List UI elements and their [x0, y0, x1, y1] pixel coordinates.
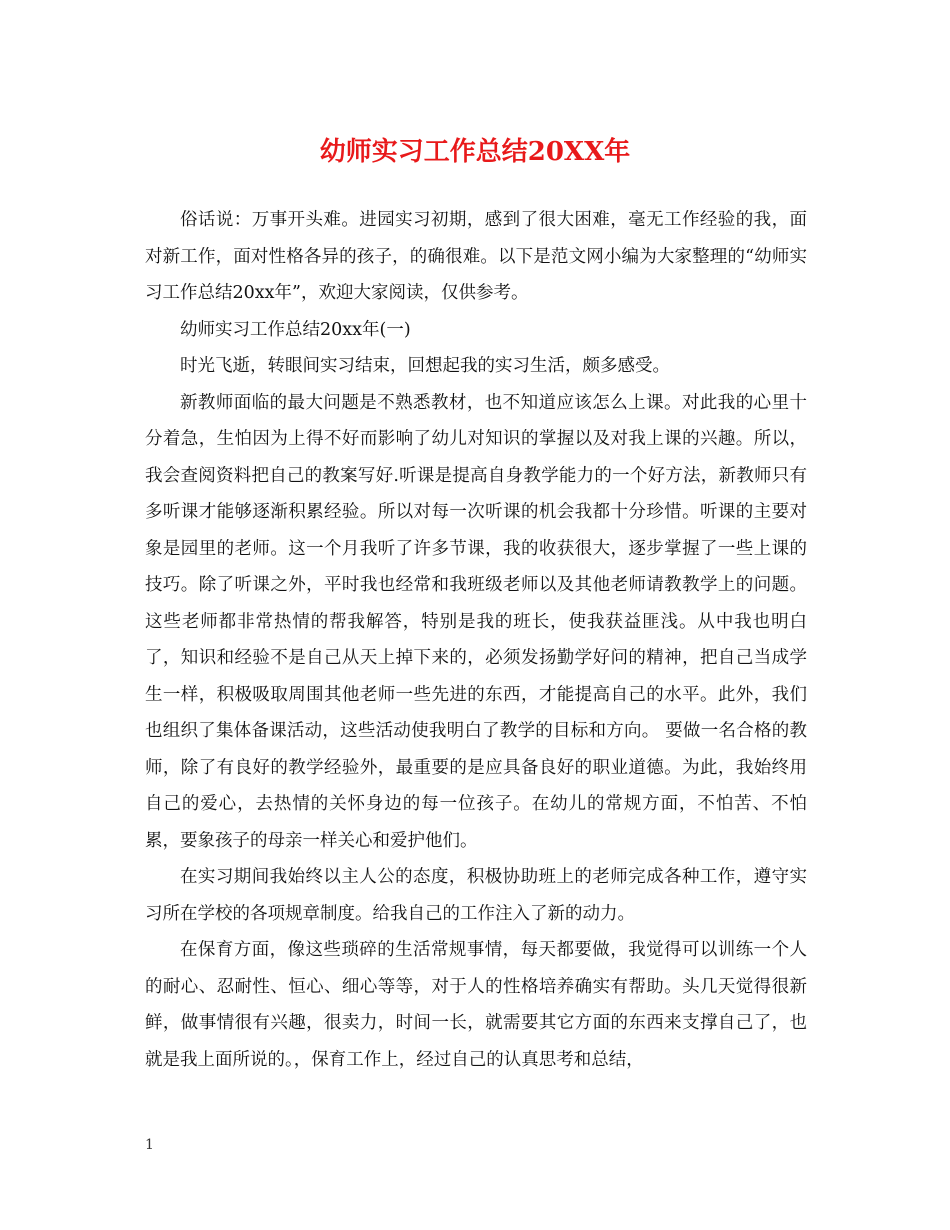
paragraph-section-heading: 幼师实习工作总结20xx年(一) — [180, 319, 411, 340]
paragraph-new-teacher: 新教师面临的最大问题是不熟悉教材，也不知道应该怎么上课。对此我的心里十分着急，生怕因为上得不好而影响了幼儿对知识的掌握以及对我上课的兴趣。所以，我会查阅资料把自己的教案写好.听课是提高自身教学能力的一个好方法，新教师只有多听课才能够逐渐积累经验。所以对每一次听课的机会我都十分珍惜。听课的主要对象是园里的老师。这一个月我听了许多节课，我的收获很大，逐步掌握了一些上课的技巧。除了听课之外，平时我也经常和我班级老师以及其他老师请教教学上的问题。这些老师都非常热情的帮我解答，特别是我的班长，使我获益匪浅。从中我也明白了，知识和经验不是自己从天上掉下来的，必须发扬勤学好问的精神，把自己当成学生一样，积极吸取周围其他老师一些先进的东西，才能提高自己的水平。此外，我们也组织了集体备课活动，这些活动使我明白了教学的目标和方向。 要做一名合格的教师，除了有良好的教学经验外，最重要的是应具备良好的职业道德。为此，我始终用自己的爱心，去热情的关怀身边的每一位孩子。在幼儿的常规方面，不怕苦、不怕累，要象孩子的母亲一样关心和爱护他们。 — [145, 392, 807, 851]
document-body — [145, 202, 807, 1078]
paragraph-intro: 俗话说：万事开头难。进园实习初期，感到了很大困难，毫无工作经验的我，面对新工作，面对性格各异的孩子，的确很难。以下是范文网小编为大家整理的“幼师实习工作总结20xx年”，欢迎大家阅读，仅供参考。 — [145, 210, 807, 303]
document-title: 幼师实习工作总结20XX年 — [319, 137, 631, 167]
paragraph-internship-attitude: 在实习期间我始终以主人公的态度，积极协助班上的老师完成各种工作，遵守实习所在学校的各项规章制度。给我自己的工作注入了新的动力。 — [145, 867, 807, 924]
page-number: 1 — [145, 1137, 154, 1153]
paragraph-time-flies: 时光飞逝，转眼间实习结束，回想起我的实习生活，颇多感受。 — [180, 356, 670, 376]
paragraph-childcare: 在保育方面，像这些琐碎的生活常规事情，每天都要做，我觉得可以训练一个人的耐心、忍耐性、恒心、细心等等，对于人的性格培养确实有帮助。头几天觉得很新鲜，做事情很有兴趣，很卖力，时间一长，就需要其它方面的东西来支撑自己了，也就是我上面所说的。，保育工作上，经过自己的认真思考和总结， — [145, 940, 807, 1070]
